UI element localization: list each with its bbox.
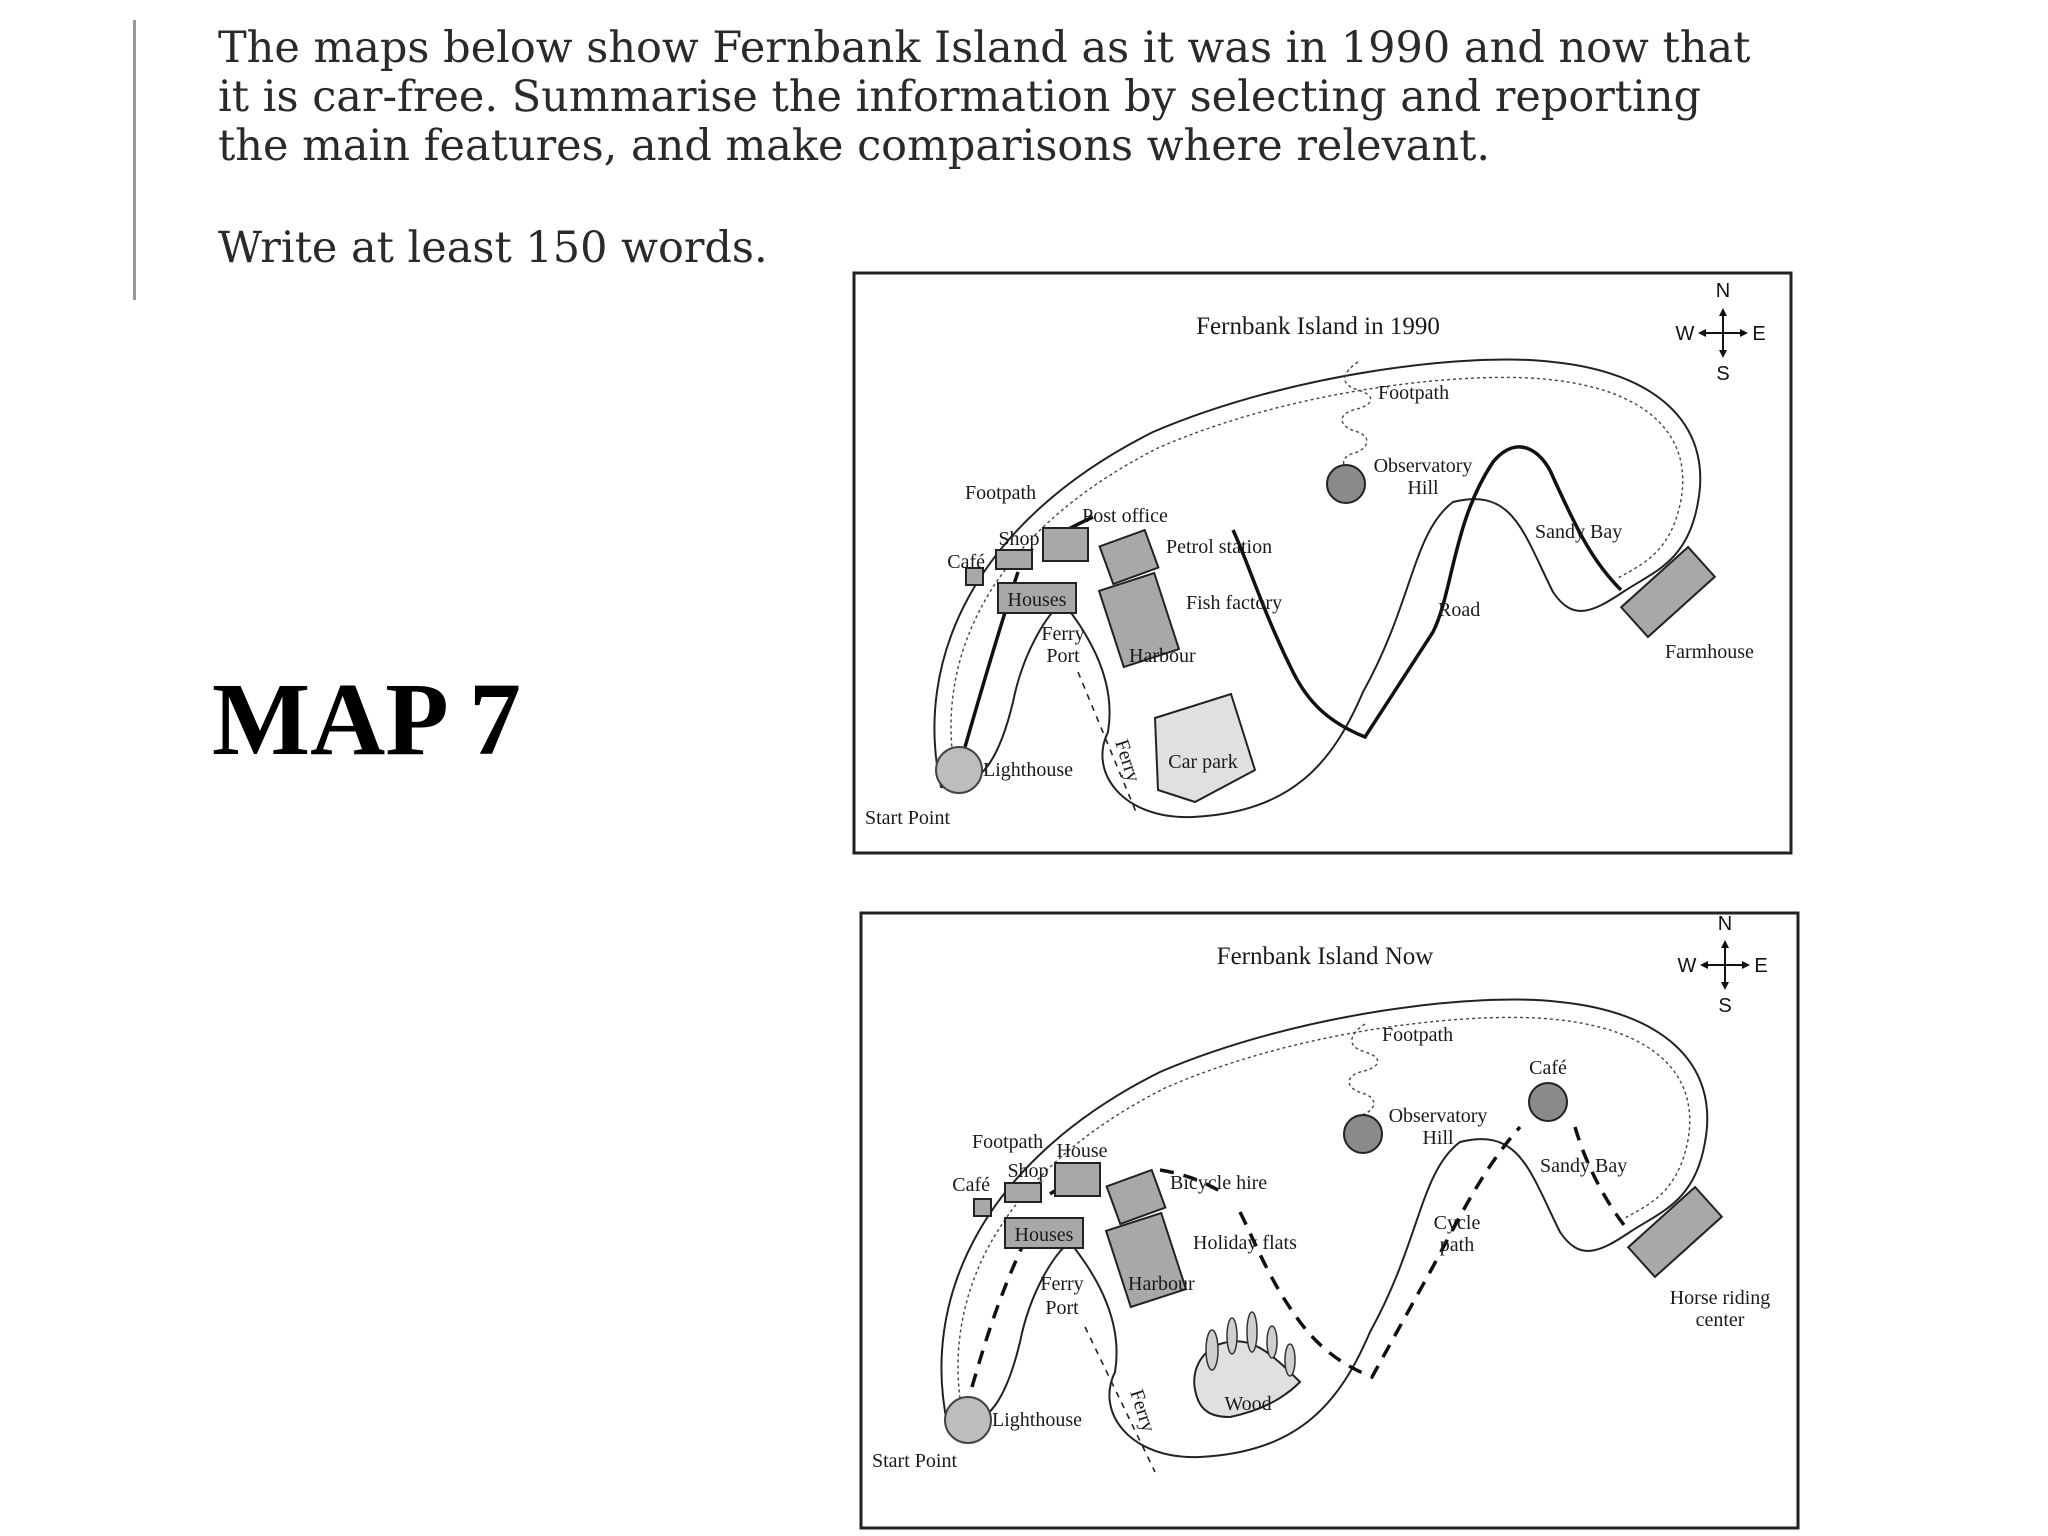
cafe-east-label: Café [1529, 1057, 1567, 1079]
house-label: House [1056, 1140, 1108, 1162]
lighthouse-label: Lighthouse [992, 1409, 1082, 1431]
compass-e: E [1752, 323, 1766, 345]
cafe-east [1529, 1083, 1567, 1121]
shop-label: Shop [998, 528, 1040, 550]
lighthouse [936, 747, 982, 793]
house-building [1055, 1163, 1100, 1196]
cafe-label: Café [947, 551, 985, 573]
ferry-label: Ferry [1110, 736, 1145, 785]
map-now [860, 912, 1800, 1532]
shop-building [1005, 1183, 1041, 1202]
ferry-port-label-1: Ferry [1041, 623, 1085, 645]
cycle-path-label-1: Cycle [1433, 1212, 1481, 1234]
map-title: Fernbank Island in 1990 [1196, 313, 1440, 340]
horse-riding-label-2: center [1695, 1309, 1745, 1331]
road-label: Road [1438, 599, 1481, 621]
sandy-bay-label: Sandy Bay [1535, 521, 1623, 543]
observatory-label-2: Hill [1407, 477, 1439, 499]
compass-s: S [1718, 995, 1732, 1017]
observatory-hill [1327, 465, 1365, 503]
harbour-label: Harbour [1129, 645, 1196, 667]
word-count-instruction: Write at least 150 words. [218, 223, 768, 273]
post-office-building [1043, 528, 1088, 561]
houses-label: Houses [1007, 589, 1067, 611]
compass-w: W [1675, 323, 1695, 345]
fish-factory-label: Fish factory [1186, 592, 1283, 614]
start-point-label: Start Point [872, 1450, 958, 1472]
holiday-flats-label: Holiday flats [1193, 1232, 1297, 1254]
houses-label: Houses [1014, 1224, 1074, 1246]
compass-n: N [1717, 913, 1733, 935]
harbour-label: Harbour [1128, 1273, 1195, 1295]
task-prompt: The maps below show Fernbank Island as it was in 1990 and now that it is car-free. Summarise the information by selecting and reporting the main features, and make comparisons where relevant. [218, 23, 1751, 171]
footpath-north-label: Footpath [1378, 382, 1450, 404]
farmhouse-label: Farmhouse [1665, 641, 1754, 663]
observatory-label-2: Hill [1422, 1127, 1454, 1149]
map-title: Fernbank Island Now [1216, 943, 1434, 970]
ferry-port-label-2: Port [1046, 645, 1080, 667]
lighthouse [945, 1397, 991, 1443]
start-point-label: Start Point [865, 807, 951, 829]
cafe-label: Café [952, 1174, 990, 1196]
shop-label: Shop [1007, 1160, 1049, 1182]
footpath-west-label: Footpath [972, 1131, 1044, 1153]
observatory-hill [1344, 1115, 1382, 1153]
observatory-label-1: Observatory [1388, 1105, 1488, 1127]
compass-n: N [1715, 280, 1731, 302]
horse-riding-label-1: Horse riding [1669, 1287, 1771, 1309]
compass-s: S [1716, 363, 1730, 385]
wood-label: Wood [1224, 1393, 1272, 1415]
compass-w: W [1677, 955, 1697, 977]
petrol-station-label: Petrol station [1166, 536, 1273, 558]
ferry-port-label-1: Ferry [1040, 1273, 1084, 1295]
ferry-label: Ferry [1125, 1386, 1160, 1435]
shop-building [996, 550, 1032, 569]
map-1990 [853, 272, 1793, 857]
observatory-label-1: Observatory [1373, 455, 1473, 477]
compass-e: E [1754, 955, 1768, 977]
cafe-building [974, 1199, 991, 1216]
footpath-north-label: Footpath [1382, 1024, 1454, 1046]
lighthouse-label: Lighthouse [983, 759, 1073, 781]
post-office-label: Post office [1082, 505, 1168, 527]
footpath-west-label: Footpath [965, 482, 1037, 504]
car-park-label: Car park [1168, 751, 1238, 773]
cycle-path-label-2: path [1439, 1234, 1475, 1256]
quote-rule [133, 20, 136, 300]
map-heading: MAP 7 [212, 662, 522, 777]
sandy-bay-label: Sandy Bay [1540, 1155, 1628, 1177]
ferry-port-label-2: Port [1045, 1297, 1079, 1319]
bicycle-hire-label: Bicycle hire [1170, 1172, 1268, 1194]
